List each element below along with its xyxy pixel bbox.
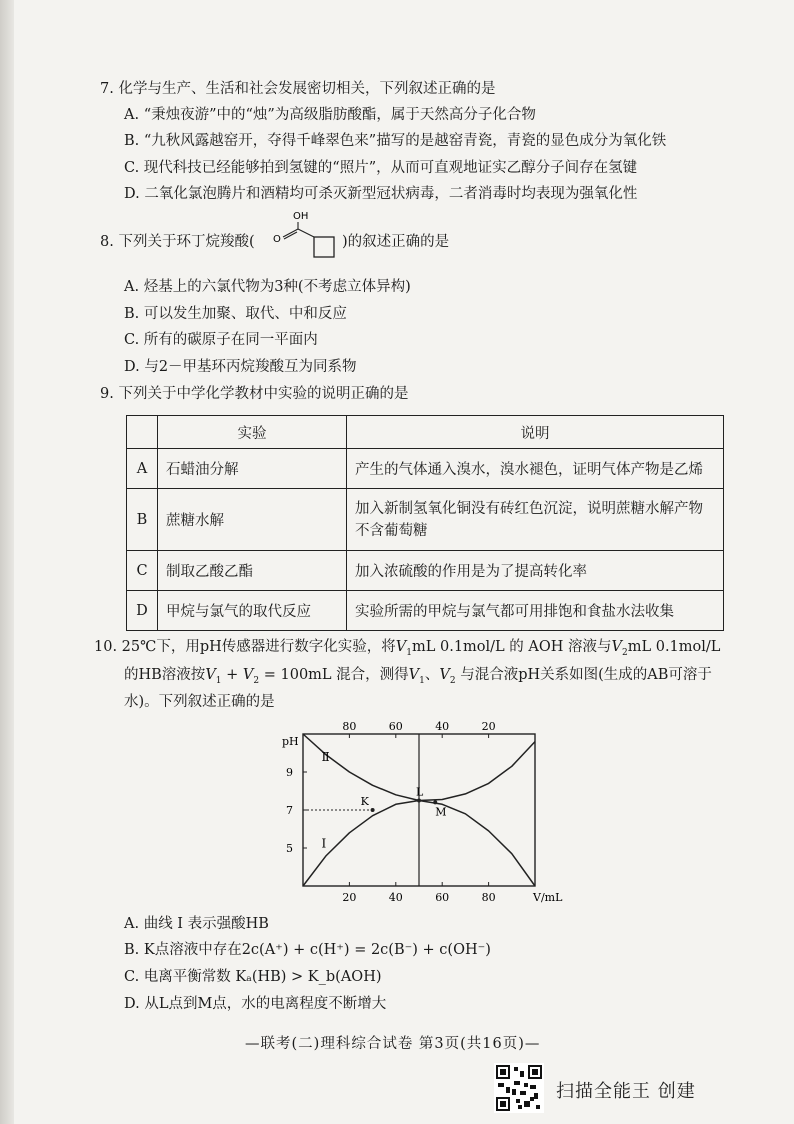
page-edge-shadow bbox=[0, 0, 14, 1124]
q10-stem-line3: 水)。下列叙述正确的是 bbox=[124, 694, 275, 710]
table-header-row bbox=[127, 416, 724, 449]
scanner-watermark bbox=[494, 1063, 774, 1119]
structure-oh-label: OH bbox=[293, 211, 309, 222]
q10-option-c: C. 电离平衡常数 Kₐ(HB) > K_b(AOH) bbox=[124, 969, 382, 985]
q10-option-a: A. 曲线 Ⅰ 表示强酸HB bbox=[124, 916, 269, 932]
row-experiment: 蔗糖水解 bbox=[158, 489, 347, 551]
y-axis-label: pH bbox=[282, 735, 299, 748]
q7-stem bbox=[100, 79, 495, 99]
q10-stem-line2 bbox=[124, 665, 712, 691]
x-bottom-tick-label: 80 bbox=[481, 891, 496, 904]
row-note: 加入新制氢氧化铜没有砖红色沉淀，说明蔗糖水解产物不含葡萄糖 bbox=[347, 489, 724, 551]
row-note: 加入浓硫酸的作用是为了提高转化率 bbox=[347, 551, 724, 591]
q10-stem-part: = 100mL 混合，测得 bbox=[259, 667, 409, 683]
q9-stem-text: 下列关于中学化学教材中实验的说明正确的是 bbox=[118, 386, 409, 402]
table-header-experiment: 实验 bbox=[158, 416, 347, 449]
x-top-tick-label: 40 bbox=[435, 720, 450, 733]
q8-stem-before: 下列关于环丁烷羧酸( bbox=[118, 234, 255, 250]
x-bottom-tick-label: 60 bbox=[435, 891, 450, 904]
x-top-tick-label: 80 bbox=[342, 720, 357, 733]
y-tick-label: 7 bbox=[286, 804, 293, 817]
x-top-tick-label: 60 bbox=[388, 720, 403, 733]
q7-option-d: D. 二氧化氯泡腾片和酒精均可杀灭新型冠状病毒，二者消毒时均表现为强氧化性 bbox=[124, 186, 638, 202]
point-label-l: L bbox=[416, 785, 424, 799]
q10-v1: V bbox=[205, 667, 216, 683]
table-header-note: 说明 bbox=[347, 416, 724, 449]
y-tick-label: 9 bbox=[286, 766, 293, 779]
q10-stem-part: mL 0.1mol/L bbox=[627, 639, 721, 655]
q10-stem-part: 25℃下，用pH传感器进行数字化实验，将 bbox=[121, 639, 396, 655]
q10-option-b: B. K点溶液中存在2c(A⁺) + c(H⁺) = 2c(B⁻) + c(OH⁻) bbox=[124, 942, 491, 958]
point-label-m: M bbox=[435, 805, 447, 819]
row-key: D bbox=[127, 591, 158, 631]
q10-v1-sub: 1 bbox=[406, 647, 412, 658]
cyclobutanecarboxylic-acid-structure bbox=[270, 207, 346, 267]
row-key: A bbox=[127, 449, 158, 489]
ph-volume-chart bbox=[270, 712, 590, 912]
row-key: C bbox=[127, 551, 158, 591]
q8-number: 8. bbox=[100, 234, 114, 250]
series-label-1: Ⅱ bbox=[321, 749, 330, 764]
point-label-k: K bbox=[360, 795, 369, 808]
q10-v2: V bbox=[439, 667, 450, 683]
q7-stem-text: 化学与生产、生活和社会发展密切相关，下列叙述正确的是 bbox=[118, 81, 496, 97]
q10-v1: V bbox=[408, 667, 420, 683]
point-l bbox=[417, 799, 421, 803]
row-experiment: 制取乙酸乙酯 bbox=[158, 551, 347, 591]
q10-v2-sub: 2 bbox=[449, 675, 456, 686]
q10-stem-part: 的HB溶液按 bbox=[124, 667, 206, 683]
q10-v1-sub: 1 bbox=[419, 675, 425, 686]
q10-v1: V bbox=[395, 639, 407, 655]
table-row bbox=[127, 449, 724, 489]
row-experiment: 甲烷与氯气的取代反应 bbox=[158, 591, 347, 631]
table-row bbox=[127, 489, 724, 551]
table-header-key bbox=[127, 416, 158, 449]
q8-option-d: D. 与2－甲基环丙烷羧酸互为同系物 bbox=[124, 359, 357, 375]
x-top-tick-label: 20 bbox=[481, 720, 496, 733]
experiment-table bbox=[126, 415, 724, 631]
q7-number: 7. bbox=[100, 81, 114, 97]
q8-stem bbox=[100, 232, 255, 252]
q10-v1-sub: 1 bbox=[215, 675, 222, 686]
x-axis-label: V/mL bbox=[533, 891, 563, 904]
point-k bbox=[371, 808, 375, 812]
row-note: 实验所需的甲烷与氯气都可用排饱和食盐水法收集 bbox=[347, 591, 724, 631]
q7-option-b: B. “九秋风露越窑开，夺得千峰翠色来”描写的是越窑青瓷，青瓷的显色成分为氧化铁 bbox=[124, 133, 667, 149]
q8-option-c: C. 所有的碳原子在同一平面内 bbox=[124, 332, 318, 348]
x-bottom-tick-label: 40 bbox=[388, 891, 403, 904]
qr-code-icon bbox=[494, 1063, 544, 1113]
structure-o-label: O bbox=[273, 234, 281, 245]
q10-v2-sub: 2 bbox=[622, 647, 628, 658]
q8-stem-after: )的叙述正确的是 bbox=[342, 234, 450, 250]
q10-stem-part: mL 0.1mol/L 的 AOH 溶液与 bbox=[412, 639, 612, 655]
q10-option-d: D. 从L点到M点，水的电离程度不断增大 bbox=[124, 996, 387, 1012]
q10-stem-part: 与混合液pH关系如图(生成的AB可溶于 bbox=[455, 667, 712, 683]
table-row bbox=[127, 551, 724, 591]
row-note: 产生的气体通入溴水，溴水褪色，证明气体产物是乙烯 bbox=[347, 449, 724, 489]
q7-option-c: C. 现代科技已经能够拍到氢键的“照片”，从而可直观地证实乙醇分子间存在氢键 bbox=[124, 160, 638, 176]
row-key: B bbox=[127, 489, 158, 551]
point-m bbox=[433, 800, 437, 804]
q9-number: 9. bbox=[100, 386, 114, 402]
q9-stem bbox=[100, 384, 408, 404]
table-row bbox=[127, 591, 724, 631]
q10-stem-part: 、 bbox=[424, 667, 440, 683]
q10-stem-line1 bbox=[94, 637, 720, 663]
q10-stem-part: + bbox=[221, 667, 243, 683]
x-bottom-tick-label: 20 bbox=[342, 891, 357, 904]
q10-v2-sub: 2 bbox=[253, 675, 260, 686]
series-label-2: Ⅰ bbox=[321, 836, 327, 851]
q8-option-a: A. 烃基上的六氯代物为3种(不考虑立体异构) bbox=[124, 279, 411, 295]
q10-number: 10. bbox=[94, 639, 118, 655]
page-footer: —联考(二)理科综合试卷 第3页(共16页)— bbox=[245, 1036, 541, 1052]
row-experiment: 石蜡油分解 bbox=[158, 449, 347, 489]
q10-v2: V bbox=[611, 639, 622, 655]
y-tick-label: 5 bbox=[286, 842, 293, 855]
q8-option-b: B. 可以发生加聚、取代、中和反应 bbox=[124, 306, 347, 322]
q7-option-a: A. “秉烛夜游”中的“烛”为高级脂肪酸酯，属于天然高分子化合物 bbox=[124, 107, 536, 123]
scanner-watermark-text: 扫描全能王 创建 bbox=[556, 1081, 696, 1102]
q10-v2: V bbox=[242, 667, 254, 683]
